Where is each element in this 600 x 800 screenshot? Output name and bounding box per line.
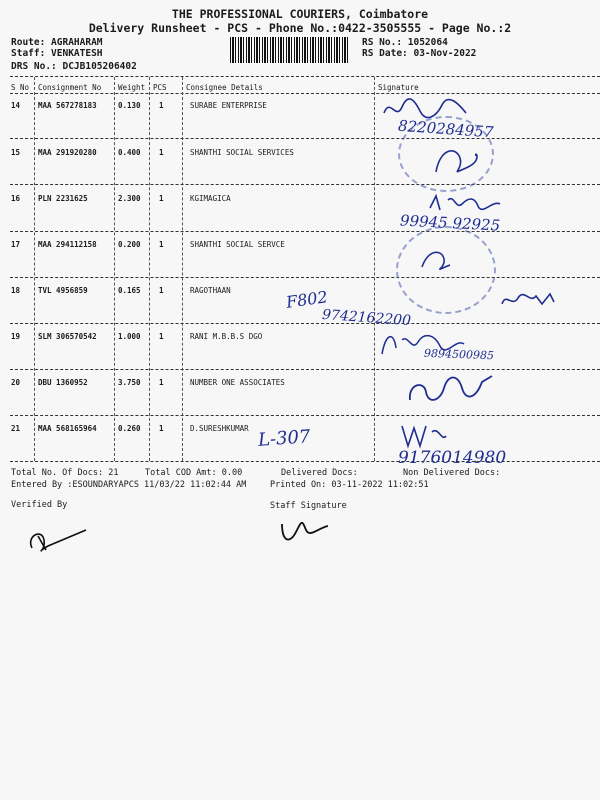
verified-signature [24,520,90,558]
handwritten-flat: L-307 [257,426,312,451]
row-consignment: MAA 568165964 [38,424,97,433]
col-header-sno: S No [11,83,30,92]
row-pcs: 1 [159,286,164,295]
col-header-pcs: PCS [153,83,167,92]
row-pcs: 1 [159,424,164,433]
row-divider [10,184,600,185]
row-consignment: PLN 2231625 [38,194,88,203]
row-sno: 21 [11,424,21,433]
row-consignee: SURABE ENTERPRISE [190,101,267,110]
row-weight: 0.200 [118,240,141,249]
row-divider [10,231,600,232]
row-pcs: 1 [159,332,164,341]
row-consignment: MAA 291920280 [38,148,97,157]
delivered-docs: Delivered Docs: [281,468,358,478]
header-rule-top [10,76,600,77]
row-sno: 20 [11,378,21,387]
row-consignment: TVL 4956859 [38,286,88,295]
row-consignee: D.SURESHKUMAR [190,424,249,433]
row-pcs: 1 [159,101,164,110]
col-separator [149,77,150,461]
row-consignment: DBU 1360952 [38,378,88,387]
col-separator [114,77,115,461]
handwritten-signature [430,142,480,182]
document-subtitle: Delivery Runsheet - PCS - Phone No.:0422-3505555 - Page No.:2 [88,21,512,35]
row-divider [10,415,600,416]
barcode [230,37,350,63]
handwritten-signature [498,288,558,312]
handwritten-phone: 99945 92925 [399,211,501,235]
row-consignee: SHANTHI SOCIAL SERVCE [190,240,285,249]
row-consignment: SLM 306570542 [38,332,97,341]
non-delivered-docs: Non Delivered Docs: [403,468,501,478]
col-separator [34,77,35,461]
row-weight: 3.750 [118,378,141,387]
col-separator [182,77,183,461]
route-label: Route: AGRAHARAM [11,37,103,48]
row-consignee: RANI M.B.B.S DGO [190,332,263,341]
row-consignee: NUMBER ONE ASSOCIATES [190,378,285,387]
document-title: THE PROFESSIONAL COURIERS, Coimbatore [171,7,429,21]
row-divider [10,369,600,370]
header-rule-bottom [10,93,600,94]
total-cod: Total COD Amt: 0.00 [145,468,243,478]
row-sno: 15 [11,148,21,157]
row-sno: 17 [11,240,21,249]
entered-by: Entered By :ESOUNDARYAPCS 11/03/22 11:02:44 AM [11,480,247,490]
staff-signature [276,514,332,550]
staff-signature-label: Staff Signature [270,501,347,511]
row-divider [10,138,600,139]
row-consignee: SHANTHI SOCIAL SERVICES [190,148,294,157]
row-weight: 0.400 [118,148,141,157]
col-header-signature: Signature [378,83,419,92]
handwritten-signature [398,418,448,452]
row-pcs: 1 [159,194,164,203]
row-weight: 0.260 [118,424,141,433]
row-pcs: 1 [159,240,164,249]
staff-label: Staff: VENKATESH [11,48,103,59]
row-consignment: MAA 294112158 [38,240,97,249]
row-consignee: RAGOTHAAN [190,286,231,295]
handwritten-signature [416,245,456,275]
row-weight: 1.000 [118,332,141,341]
row-pcs: 1 [159,148,164,157]
total-docs: Total No. Of Docs: 21 [11,468,119,478]
row-pcs: 1 [159,378,164,387]
row-sno: 14 [11,101,21,110]
row-divider [10,277,600,278]
row-sno: 19 [11,332,21,341]
row-sno: 18 [11,286,21,295]
drs-label: DRS No.: DCJB105206402 [11,61,137,72]
row-weight: 2.300 [118,194,141,203]
row-consignee: KGIMAGICA [190,194,231,203]
col-header-details: Consignee Details [186,83,263,92]
row-weight: 0.130 [118,101,141,110]
row-consignment: MAA 567278183 [38,101,97,110]
printed-on: Printed On: 03-11-2022 11:02:51 [270,480,429,490]
handwritten-signature [404,370,500,410]
col-separator [374,77,375,461]
handwritten-flat: F802 [284,287,329,312]
row-divider [10,323,600,324]
handwritten-phone: 8220284957 [397,116,494,142]
verified-by-label: Verified By [11,500,68,510]
handwritten-signature [426,190,506,216]
col-header-weight: Weight [118,83,146,92]
col-header-consignment: Consignment No [38,83,102,92]
row-sno: 16 [11,194,21,203]
row-divider [10,461,600,462]
handwritten-phone: 9742162200 [321,306,412,330]
rs-number: RS No.: 1052064 [362,37,448,48]
handwritten-phone: 9176014980 [398,448,507,468]
rs-date: RS Date: 03-Nov-2022 [362,48,477,59]
handwritten-phone: 9894500985 [423,346,495,363]
row-weight: 0.165 [118,286,141,295]
